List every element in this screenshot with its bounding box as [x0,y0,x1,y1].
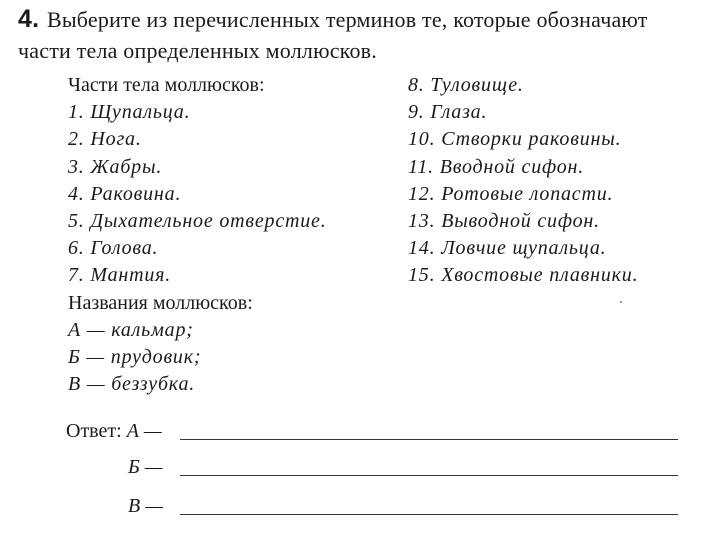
answer-blank-c[interactable] [180,514,678,515]
task-text-line1: Выберите из перечисленных терминов те, которые обозначают [46,7,648,32]
body-part-item: 14. Ловчие щупальца. [408,237,607,260]
body-part-item: 2. Нога. [68,128,142,151]
scan-speck [620,301,622,303]
body-part-item: 11. Вводной сифон. [408,155,585,178]
body-parts-heading: Части тела моллюсков: [68,74,265,96]
answer-label: Ответ: [66,420,122,442]
task-number: 4. [18,5,40,33]
answer-row-c [128,495,163,518]
answer-row-a [66,420,162,443]
answer-row-b [128,456,163,479]
task-statement [18,4,708,66]
body-part-item: 4. Раковина. [68,182,182,205]
body-part-item: 13. Выводной сифон. [408,210,600,233]
right-column [408,72,708,290]
body-part-item: 3. Жабры. [68,155,163,178]
mollusc-item: А — кальмар; [68,318,194,341]
body-part-item: 7. Мантия. [68,264,172,287]
answer-letter-a: А — [126,420,162,442]
mollusc-item: В — беззубка. [68,373,196,396]
task-text-line2: части тела определенных моллюсков. [18,38,377,63]
body-part-item: 5. Дыхательное отверстие. [68,210,327,233]
answer-letter-b: Б — [128,456,163,478]
mollusc-item: Б — прудовик; [68,346,202,369]
molluscs-heading: Названия моллюсков: [68,291,253,314]
body-part-item: 1. Щупальца. [68,101,191,124]
body-part-item: 15. Хвостовые плавники. [408,264,639,287]
body-part-item: 6. Голова. [68,237,159,260]
left-column [68,72,388,398]
body-part-item: 10. Створки раковины. [408,128,622,151]
answer-letter-c: В — [128,495,163,517]
answer-blank-a[interactable] [180,439,678,440]
body-part-item: 12. Ротовые лопасти. [408,182,614,205]
body-part-item: 8. Туловище. [408,74,524,96]
body-part-item: 9. Глаза. [408,101,488,124]
answer-blank-b[interactable] [180,475,678,476]
